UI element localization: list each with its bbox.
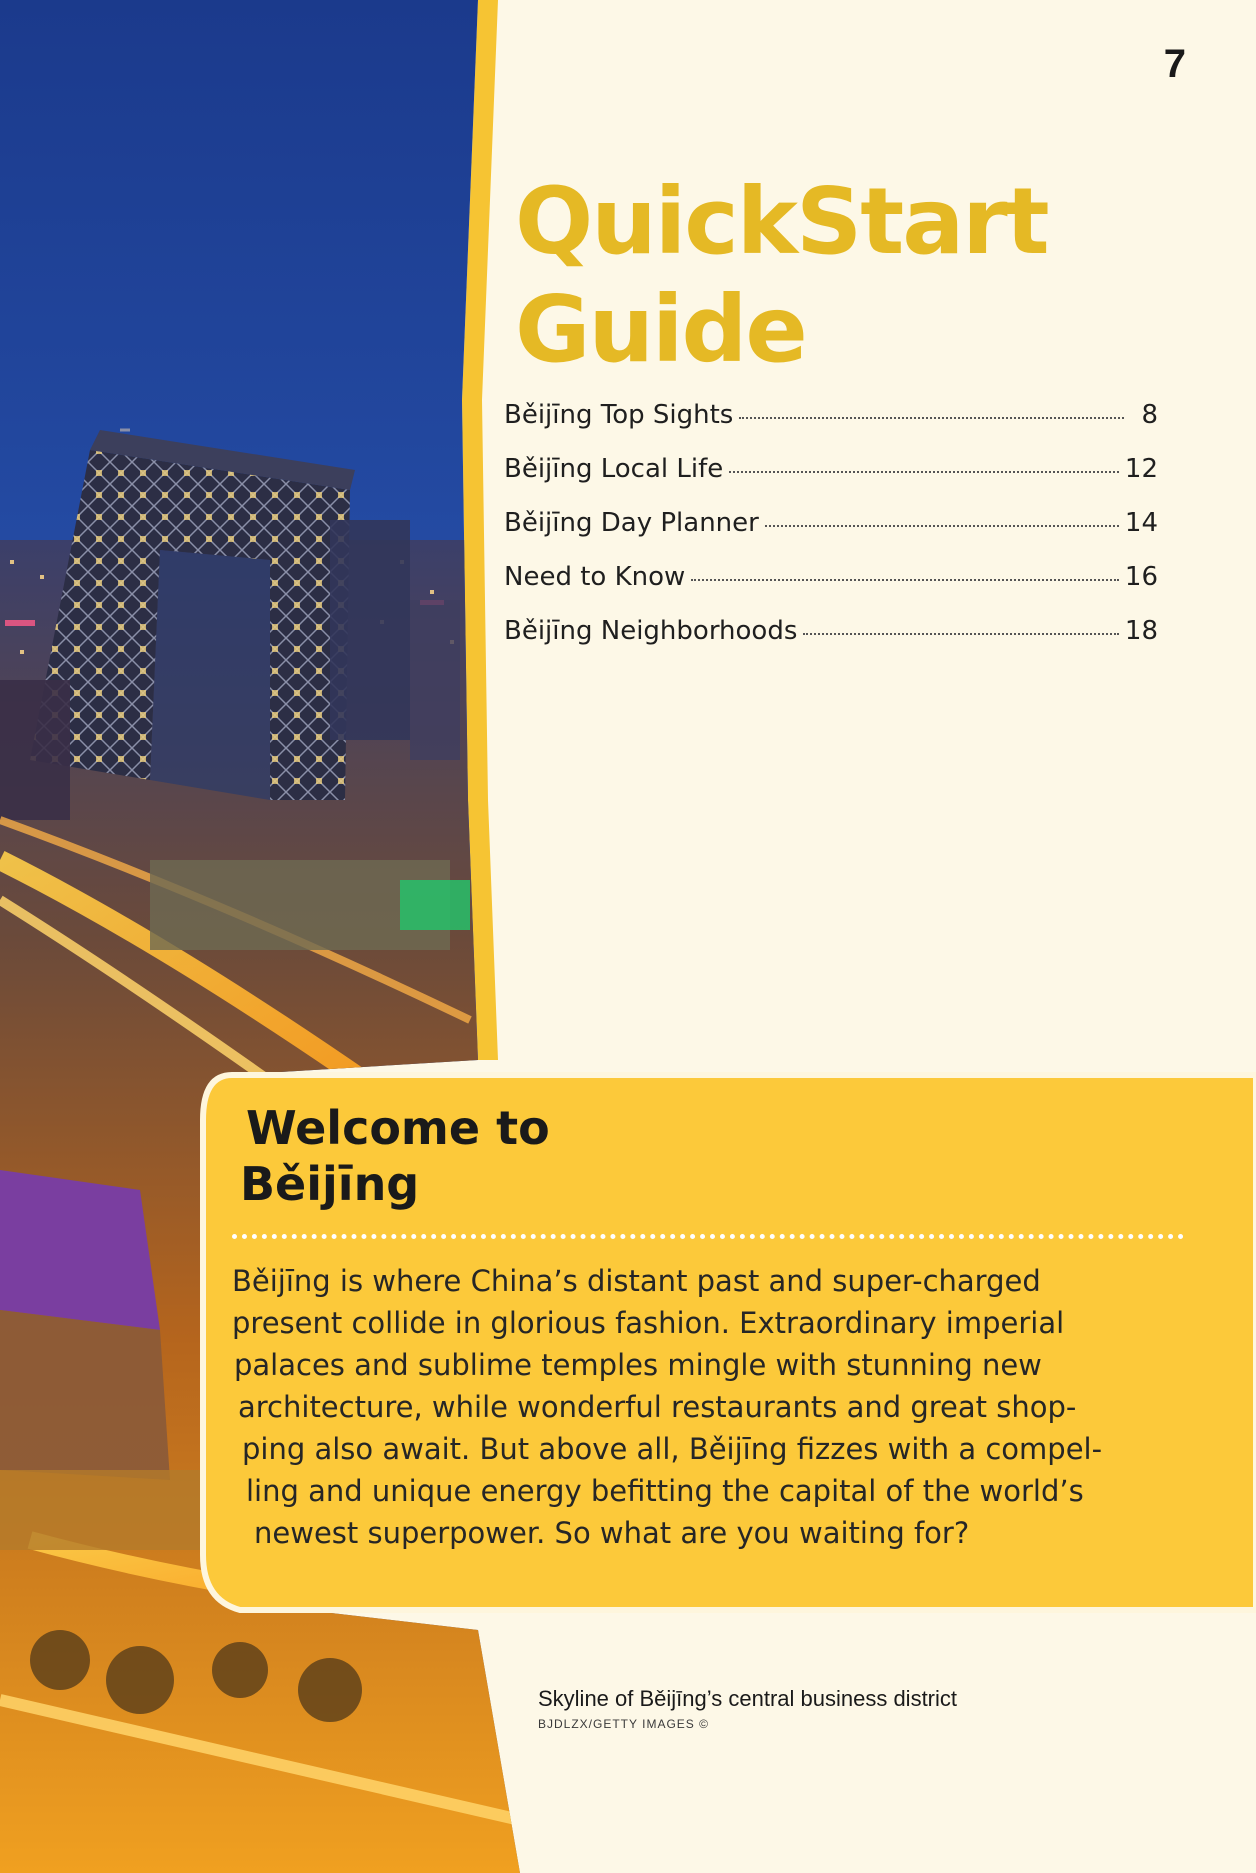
toc-item[interactable] xyxy=(504,508,1158,562)
welcome-line: ling and unique energy befitting the capital of the world’s xyxy=(246,1474,1084,1508)
toc-item[interactable] xyxy=(504,616,1158,670)
toc-item-label: Běijīng Local Life xyxy=(504,454,724,484)
toc-item[interactable] xyxy=(504,454,1158,508)
toc-item-page: 18 xyxy=(1124,616,1158,646)
title-line-1: QuickStart xyxy=(515,168,1048,275)
toc-item-label: Běijīng Neighborhoods xyxy=(504,616,798,646)
welcome-line: Běijīng is where China’s distant past and super-charged xyxy=(232,1264,1041,1298)
toc-item[interactable] xyxy=(504,562,1158,616)
toc-item-label: Běijīng Top Sights xyxy=(504,400,734,430)
photo-credit: BJDLZX/GETTY IMAGES © xyxy=(538,1717,709,1731)
toc-item-page: 14 xyxy=(1124,508,1158,538)
welcome-heading xyxy=(240,1100,550,1212)
toc-item-label: Need to Know xyxy=(504,562,686,592)
welcome-line: ping also await. But above all, Běijīng fizzes with a compel- xyxy=(242,1432,1103,1466)
dot-leader xyxy=(765,525,1119,527)
welcome-paragraph xyxy=(232,1260,1132,1554)
welcome-line: palaces and sublime temples mingle with stunning new xyxy=(234,1348,1042,1382)
table-of-contents xyxy=(504,400,1158,670)
page-number: 7 xyxy=(1163,42,1186,86)
toc-item[interactable] xyxy=(504,400,1158,454)
toc-item-page: 16 xyxy=(1124,562,1158,592)
toc-item-label: Běijīng Day Planner xyxy=(504,508,759,538)
welcome-line: architecture, while wonderful restaurants and great shop- xyxy=(238,1390,1077,1424)
toc-item-page: 12 xyxy=(1124,454,1158,484)
quickstart-guide-title xyxy=(515,168,1048,384)
photo-caption: Skyline of Běijīng’s central business district xyxy=(538,1686,958,1711)
dot-leader xyxy=(803,633,1119,635)
dot-leader xyxy=(691,579,1119,581)
welcome-heading-line-2: Běijīng xyxy=(240,1157,420,1211)
welcome-line: newest superpower. So what are you waiting for? xyxy=(254,1516,970,1550)
dot-leader xyxy=(739,417,1124,419)
dotted-divider xyxy=(232,1234,1184,1239)
welcome-line: present collide in glorious fashion. Extraordinary imperial xyxy=(232,1306,1065,1340)
title-line-2: Guide xyxy=(515,276,806,383)
dot-leader xyxy=(729,471,1119,473)
welcome-heading-line-1: Welcome to xyxy=(246,1101,550,1155)
toc-item-page: 8 xyxy=(1141,400,1158,430)
